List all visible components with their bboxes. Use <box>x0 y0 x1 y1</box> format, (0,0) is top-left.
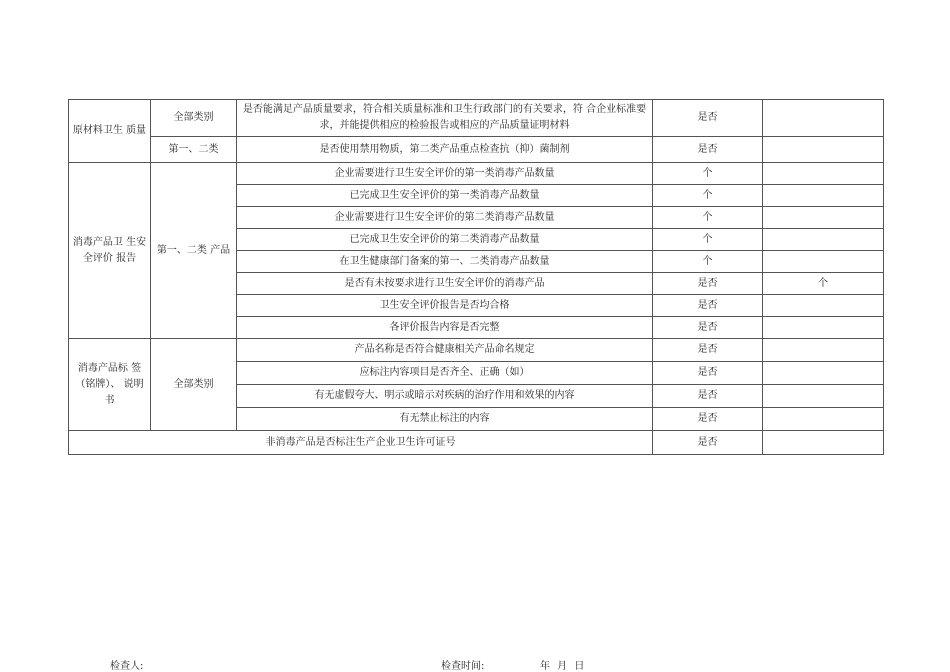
note-cell <box>763 229 884 251</box>
note-cell <box>763 207 884 229</box>
result-cell: 是否 <box>653 339 763 362</box>
inspector-label: 检查人: <box>110 661 144 672</box>
category-cell: 全部类别 <box>151 339 237 431</box>
result-cell: 是否 <box>653 137 763 163</box>
result-cell: 个 <box>653 185 763 207</box>
note-cell <box>763 431 884 455</box>
result-cell: 是否 <box>653 385 763 408</box>
check-item: 企业需要进行卫生安全评价的第一类消毒产品数量 <box>237 163 653 185</box>
check-item: 企业需要进行卫生安全评价的第二类消毒产品数量 <box>237 207 653 229</box>
result-cell: 是否 <box>653 295 763 317</box>
category-cell: 第一、二类 <box>151 137 237 163</box>
inspection-table <box>68 99 884 455</box>
table-row <box>69 163 884 185</box>
category-cell: 第一、二类 产品 <box>151 163 237 339</box>
note-cell <box>763 185 884 207</box>
result-cell: 个 <box>653 229 763 251</box>
check-item: 是否使用禁用物质，第二类产品重点检查抗（抑）菌制剂 <box>237 137 653 163</box>
table-row <box>69 137 884 163</box>
note-cell <box>763 362 884 385</box>
note-cell <box>763 317 884 339</box>
check-item: 已完成卫生安全评价的第二类消毒产品数量 <box>237 229 653 251</box>
note-cell <box>763 137 884 163</box>
note-cell <box>763 295 884 317</box>
note-cell <box>763 251 884 273</box>
note-cell <box>763 163 884 185</box>
check-item: 是否能满足产品质量要求，符合相关质量标准和卫生行政部门的有关要求，符 合企业标准要求，并能提供相应的检验报告或相应的产品质量证明材料 <box>237 100 653 137</box>
note-cell <box>763 339 884 362</box>
section-label-raw-materials: 原材料卫生 质量 <box>69 100 151 163</box>
table-row <box>69 431 884 455</box>
check-item: 有无虚假夸大、明示或暗示对疾病的治疗作用和效果的内容 <box>237 385 653 408</box>
result-cell: 是否 <box>653 362 763 385</box>
check-item: 是否有未按要求进行卫生安全评价的消毒产品 <box>237 273 653 295</box>
check-item: 非消毒产品是否标注生产企业卫生许可证号 <box>69 431 653 455</box>
check-item: 应标注内容项目是否齐全、正确（如） <box>237 362 653 385</box>
check-item: 各评价报告内容是否完整 <box>237 317 653 339</box>
result-cell: 是否 <box>653 100 763 137</box>
table-row <box>69 100 884 137</box>
result-cell: 是否 <box>653 273 763 295</box>
check-item: 有无禁止标注的内容 <box>237 408 653 431</box>
result-cell: 是否 <box>653 317 763 339</box>
note-cell <box>763 385 884 408</box>
inspection-time-label: 检查时间: <box>441 661 485 672</box>
check-item: 卫生安全评价报告是否均合格 <box>237 295 653 317</box>
result-cell: 个 <box>653 251 763 273</box>
check-item: 产品名称是否符合健康相关产品命名规定 <box>237 339 653 362</box>
result-cell: 是否 <box>653 431 763 455</box>
table-row <box>69 339 884 362</box>
note-cell <box>763 408 884 431</box>
result-cell: 个 <box>653 163 763 185</box>
note-cell <box>763 100 884 137</box>
check-item: 已完成卫生安全评价的第一类消毒产品数量 <box>237 185 653 207</box>
result-cell: 个 <box>653 207 763 229</box>
date-units: 年 月 日 <box>540 661 587 672</box>
section-label-labels-manuals: 消毒产品标 签（铭牌）、 说明书 <box>69 339 151 431</box>
result-cell: 是否 <box>653 408 763 431</box>
check-item: 在卫生健康部门备案的第一、二类消毒产品数量 <box>237 251 653 273</box>
category-cell: 全部类别 <box>151 100 237 137</box>
section-label-safety-evaluation: 消毒产品卫 生安全评价 报告 <box>69 163 151 339</box>
note-cell: 个 <box>763 273 884 295</box>
